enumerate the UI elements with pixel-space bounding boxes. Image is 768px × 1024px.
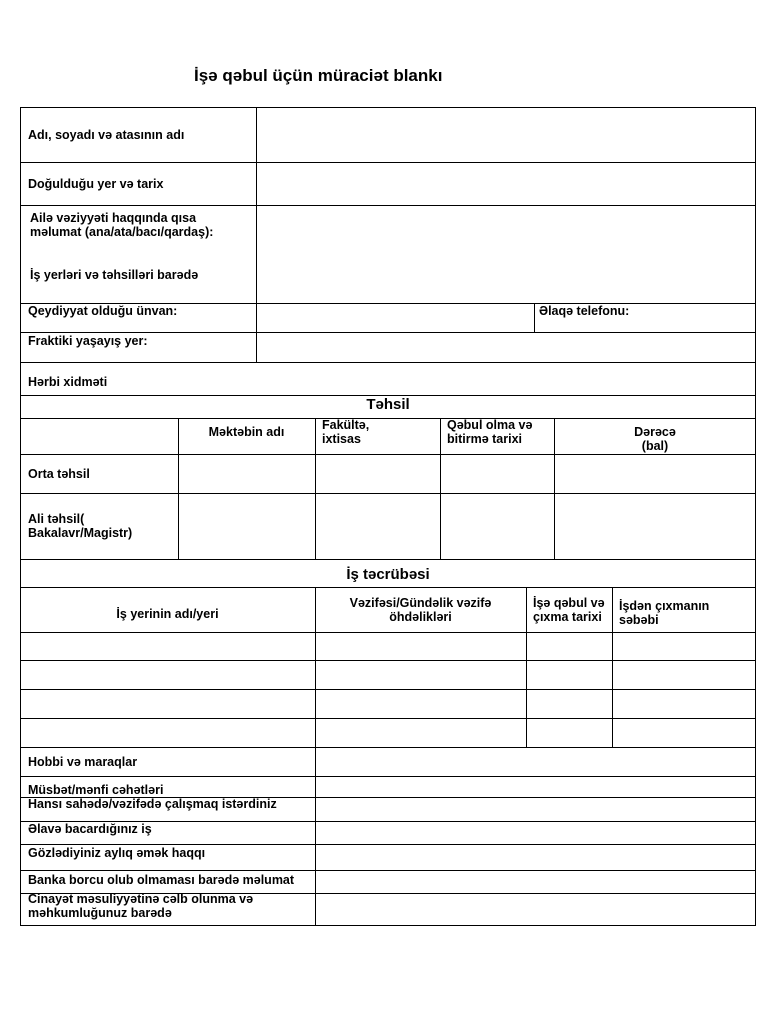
hobbies-field[interactable] xyxy=(316,748,755,776)
exp-row-4[interactable] xyxy=(21,719,755,747)
edu-higher-school-field[interactable] xyxy=(179,494,315,559)
bank-debt-label: Banka borcu olub olmaması barədə məlumat xyxy=(28,873,295,887)
edu-col-degree-line1: Dərəcə xyxy=(634,425,676,439)
edu-col-faculty-line1: Fakültə, xyxy=(322,418,370,432)
edu-col-degree-line2: (bal) xyxy=(641,439,669,453)
criminal-field[interactable] xyxy=(316,894,755,925)
phone-field[interactable] xyxy=(640,304,755,332)
edu-secondary-faculty-field[interactable] xyxy=(316,455,440,493)
edu-higher-degree-field[interactable] xyxy=(555,494,755,559)
reg-address-label: Qeydiyyat olduğu ünvan: xyxy=(28,304,178,318)
exp-col-dates-line2: çıxma tarixi xyxy=(533,610,602,624)
edu-higher-faculty-field[interactable] xyxy=(316,494,440,559)
bank-debt-field[interactable] xyxy=(316,871,755,893)
edu-row-higher-line1: Ali təhsil( xyxy=(28,512,85,526)
exp-col-reason-line2: səbəbi xyxy=(619,613,659,627)
experience-header: İş təcrübəsi xyxy=(346,566,430,583)
criminal-label-line1: Cinayət məsuliyyətinə cəlb olunma və xyxy=(28,892,254,906)
family-work-field[interactable] xyxy=(257,206,755,303)
full-name-label: Adı, soyadı və atasının adı xyxy=(28,128,185,142)
strengths-field[interactable] xyxy=(316,777,755,797)
actual-address-label: Fraktiki yaşayış yer: xyxy=(28,334,148,348)
extra-skills-label: Əlavə bacardığınız iş xyxy=(28,822,152,836)
family-label-line2: məlumat (ana/ata/bacı/qardaş): xyxy=(30,225,214,239)
edu-secondary-degree-field[interactable] xyxy=(555,455,755,493)
edu-row-higher-line2: Bakalavr/Magistr) xyxy=(28,526,133,540)
salary-label: Gözlədiyiniz aylıq əmək haqqı xyxy=(28,846,206,860)
edu-col-faculty-line2: ixtisas xyxy=(322,432,361,446)
edu-higher-dates-field[interactable] xyxy=(441,494,554,559)
family-label-line1: Ailə vəziyyəti haqqında qısa xyxy=(30,211,197,225)
hobbies-label: Hobbi və maraqlar xyxy=(28,755,138,769)
edu-col-admission-line2: bitirmə tarixi xyxy=(447,432,523,446)
exp-col-duties-line1: Vəzifəsi/Gündəlik vəzifə xyxy=(349,596,492,610)
strengths-label: Müsbət/mənfi cəhətləri xyxy=(28,783,164,797)
extra-skills-field[interactable] xyxy=(316,822,755,844)
birth-field[interactable] xyxy=(257,163,755,205)
exp-row-1[interactable] xyxy=(21,633,755,660)
edu-col-school: Məktəbin adı xyxy=(208,425,285,439)
military-label: Hərbi xidməti xyxy=(28,375,108,389)
actual-address-field[interactable] xyxy=(257,333,755,362)
edu-secondary-dates-field[interactable] xyxy=(441,455,554,493)
exp-col-reason-line1: İşdən çıxmanın xyxy=(619,599,710,613)
page-title: İşə qəbul üçün müraciət blankı xyxy=(194,66,443,85)
military-field[interactable] xyxy=(140,363,755,395)
desired-field-label: Hansı sahədə/vəzifədə çalışmaq istərdiniz xyxy=(28,797,277,811)
exp-col-dates-line1: İşə qəbul və xyxy=(533,596,605,610)
reg-address-field[interactable] xyxy=(257,304,534,332)
exp-col-workplace: İş yerinin adı/yeri xyxy=(116,607,219,621)
full-name-field[interactable] xyxy=(257,108,755,162)
exp-col-duties-line2: öhdəlikləri xyxy=(389,610,452,624)
exp-row-2[interactable] xyxy=(21,661,755,689)
education-header: Təhsil xyxy=(366,396,410,413)
edu-col-admission-line1: Qəbul olma və xyxy=(447,418,533,432)
work-places-label: İş yerləri və təhsilləri barədə xyxy=(30,268,199,282)
phone-label: Əlaqə telefonu: xyxy=(539,304,630,318)
edu-row-secondary: Orta təhsil xyxy=(28,467,90,481)
exp-row-3[interactable] xyxy=(21,690,755,718)
birth-label: Doğulduğu yer və tarix xyxy=(28,177,164,191)
edu-secondary-school-field[interactable] xyxy=(179,455,315,493)
desired-field-input[interactable] xyxy=(316,798,755,821)
criminal-label-line2: məhkumluğunuz barədə xyxy=(28,906,172,920)
salary-field[interactable] xyxy=(316,845,755,870)
